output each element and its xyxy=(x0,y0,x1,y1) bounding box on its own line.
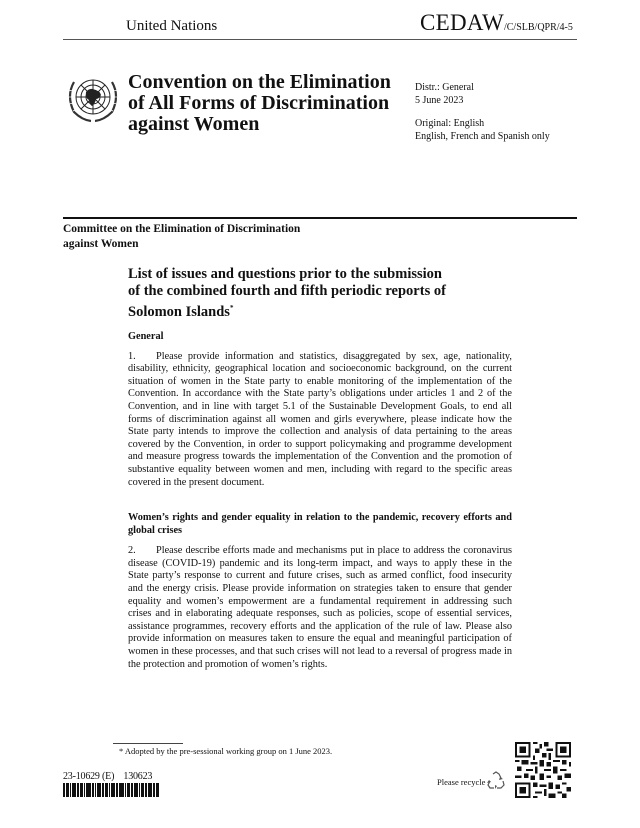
paragraph-number: 1. xyxy=(128,350,136,362)
committee-name xyxy=(63,222,383,252)
committee-line: against Women xyxy=(63,238,139,250)
symbol-suffix: /C/SLB/QPR/4-5 xyxy=(503,22,573,33)
footnote: * Adopted by the pre-sessional working group on 1 June 2023. xyxy=(119,746,333,756)
header-rule xyxy=(63,39,577,40)
section-pandemic xyxy=(128,512,512,671)
distribution-block xyxy=(415,81,550,143)
organization-name: United Nations xyxy=(126,18,218,34)
recycle-icon xyxy=(485,770,507,792)
footnote-marker[interactable]: * xyxy=(229,304,234,312)
document-title xyxy=(128,266,468,321)
document-title-line: List of issues and questions prior to the submission xyxy=(128,266,442,282)
issue-date: 5 June 2023 xyxy=(415,95,464,106)
paragraph xyxy=(128,545,512,671)
convention-title xyxy=(128,72,408,135)
committee-line: Committee on the Elimination of Discrimination xyxy=(63,223,301,235)
distribution-type: Distr.: General xyxy=(415,82,474,93)
recycle-label: Please recycle xyxy=(437,777,486,787)
section-heading: General xyxy=(128,331,164,342)
document-symbol xyxy=(420,10,573,36)
section-general xyxy=(128,331,512,489)
paragraph-number: 2. xyxy=(128,545,136,557)
section-rule xyxy=(63,217,577,219)
document-title-line: Solomon Islands xyxy=(128,303,230,320)
available-languages: English, French and Spanish only xyxy=(415,131,550,142)
un-emblem-icon xyxy=(64,72,122,124)
section-heading: Women’s rights and gender equality in relation to the pandemic, recovery efforts and global crises xyxy=(128,512,512,536)
paragraph-text: Please describe efforts made and mechanisms put in place to address the coronavirus disease (COVID-19) pandemic and its long-term impact, and ways to apply these in the State party’s response to current and future crises, such as armed conflict, food insecurity and the energy crisis. Please provide information on strategies taken to ensure that gender equality and women’s empowerment are a fundamental requirement in addressing such crises and in elaborating adequate responses, such as policies, scope of essential services, assistance programmes, recovery efforts and the application of the rule of law. Please also provide information on measures taken to ensure the equal and meaningful participation of women in these processes, and that such crises will not lead to a reversal of progress made in the protection and promotion of women’s rights. xyxy=(128,545,512,670)
qr-code-icon xyxy=(515,742,571,798)
paragraph xyxy=(128,351,512,490)
convention-title-line: against Women xyxy=(128,113,260,135)
convention-title-line: of All Forms of Discrimination xyxy=(128,92,390,114)
barcode-icon xyxy=(63,783,162,797)
convention-title-line: Convention on the Elimination xyxy=(128,71,391,93)
symbol-main: CEDAW xyxy=(420,10,504,35)
paragraph-text: Please provide information and statistics, disaggregated by sex, age, nationality, disability, ethnicity, geographical location and socioeconomic background, on the current situation of women in the State party to enable monitoring of the implementation of the Convention. In accordance with the State party’s obligations under articles 1 and 2 of the Convention, and in line with target 5.1 of the Sustainable Development Goals, to end all forms of discrimination against all women and girls everywhere, please indicate how the State party intends to improve the collection and analysis of data pertaining to the areas covered by the Convention, in order to support policymaking and programme development and measure progress towards the implementation of the Convention and the promotion of substantive equality between women and men, including with regard to the specific areas covered in the present document. xyxy=(128,350,512,488)
document-title-line: of the combined fourth and fifth periodic reports of xyxy=(128,283,446,299)
original-language: Original: English xyxy=(415,118,485,129)
document-number: 23-10629 (E) 130623 xyxy=(63,771,153,782)
footnote-rule xyxy=(113,743,183,744)
